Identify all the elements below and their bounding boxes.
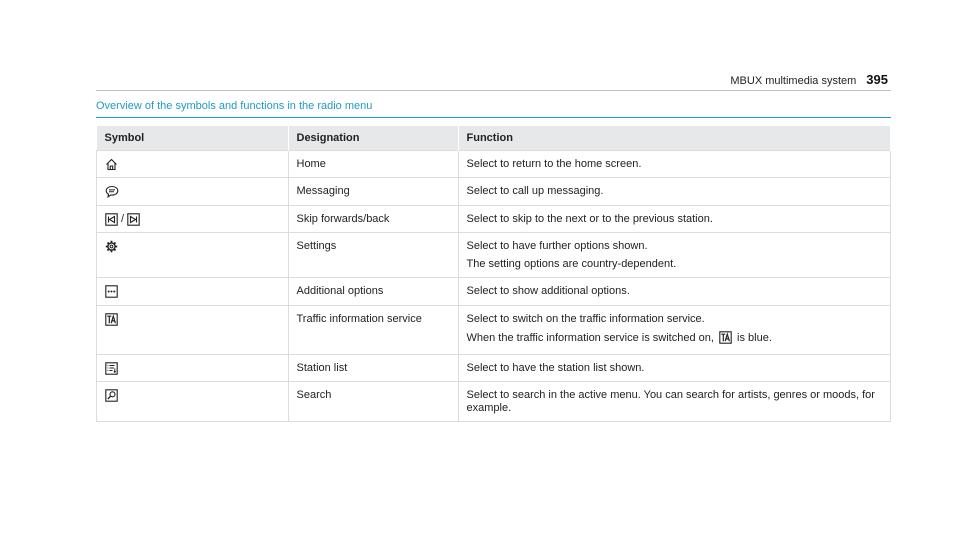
column-header-symbol: Symbol xyxy=(97,126,289,151)
gear-icon xyxy=(105,240,118,253)
column-header-function: Function xyxy=(458,126,891,151)
function-text: Select to show additional options. xyxy=(466,285,630,298)
table-row xyxy=(97,278,891,305)
function-cell xyxy=(458,354,891,381)
function-text: Select to have the station list shown. xyxy=(466,361,645,374)
search-icon xyxy=(105,389,118,402)
table-row xyxy=(97,178,891,205)
table-row xyxy=(97,151,891,178)
header-rule xyxy=(96,90,891,91)
column-header-designation: Designation xyxy=(288,126,458,151)
function-text: Select to return to the home screen. xyxy=(466,158,642,170)
home-icon xyxy=(105,158,118,171)
function-cell xyxy=(458,178,891,205)
symbol-cell xyxy=(97,205,289,232)
symbol-cell xyxy=(97,382,289,422)
symbol-cell xyxy=(97,151,289,178)
section-title-rule xyxy=(96,117,891,118)
symbol-cell xyxy=(97,305,289,354)
skip-back-icon xyxy=(105,213,118,226)
designation-cell: Additional options xyxy=(288,278,458,305)
designation-cell: Station list xyxy=(288,354,458,381)
table-header-row xyxy=(97,126,891,151)
table-row xyxy=(97,354,891,381)
function-cell xyxy=(458,151,891,178)
symbol-cell xyxy=(97,354,289,381)
designation-cell: Search xyxy=(288,382,458,422)
function-text: Select to search in the active menu. You can search for artists, genres or moods, for example. xyxy=(466,389,875,415)
function-cell xyxy=(458,305,891,354)
table-row xyxy=(97,382,891,422)
symbol-cell xyxy=(97,178,289,205)
function-text: Select to switch on the traffic information service. xyxy=(466,312,705,325)
symbols-table xyxy=(96,126,891,422)
designation-cell: Messaging xyxy=(288,178,458,205)
skip-forward-icon xyxy=(127,213,140,226)
function-cell xyxy=(458,233,891,278)
station-list-icon xyxy=(105,362,118,375)
function-note xyxy=(467,331,883,348)
traffic-announcement-icon xyxy=(105,313,118,326)
traffic-announcement-icon xyxy=(719,331,732,348)
function-cell xyxy=(458,382,891,422)
designation-cell: Traffic information service xyxy=(288,305,458,354)
function-note-end: is blue. xyxy=(733,331,772,344)
table-row xyxy=(97,205,891,232)
designation-cell: Skip forwards/back xyxy=(288,205,458,232)
symbol-cell xyxy=(97,278,289,305)
function-text: Select to call up messaging. xyxy=(466,185,604,198)
page-header xyxy=(730,72,888,87)
table-row xyxy=(97,233,891,278)
table-row xyxy=(97,305,891,354)
function-note-start: When the traffic information service is switched on, xyxy=(466,331,717,344)
designation-cell: Settings xyxy=(288,233,458,278)
page-number: 395 xyxy=(866,72,888,87)
function-text: Select to have further options shown. xyxy=(466,240,648,253)
section-title: Overview of the symbols and functions in the radio menu xyxy=(96,100,373,112)
function-text: Select to skip to the next or to the previous station. xyxy=(466,212,713,225)
function-note: The setting options are country-dependent. xyxy=(466,258,677,271)
symbol-cell xyxy=(97,233,289,278)
skip-separator: / xyxy=(121,213,125,226)
designation-cell: Home xyxy=(288,151,458,178)
messaging-icon xyxy=(105,185,119,198)
function-cell xyxy=(458,205,891,232)
more-options-icon xyxy=(105,285,118,298)
function-cell xyxy=(458,278,891,305)
running-header-text: MBUX multimedia system xyxy=(730,75,857,87)
